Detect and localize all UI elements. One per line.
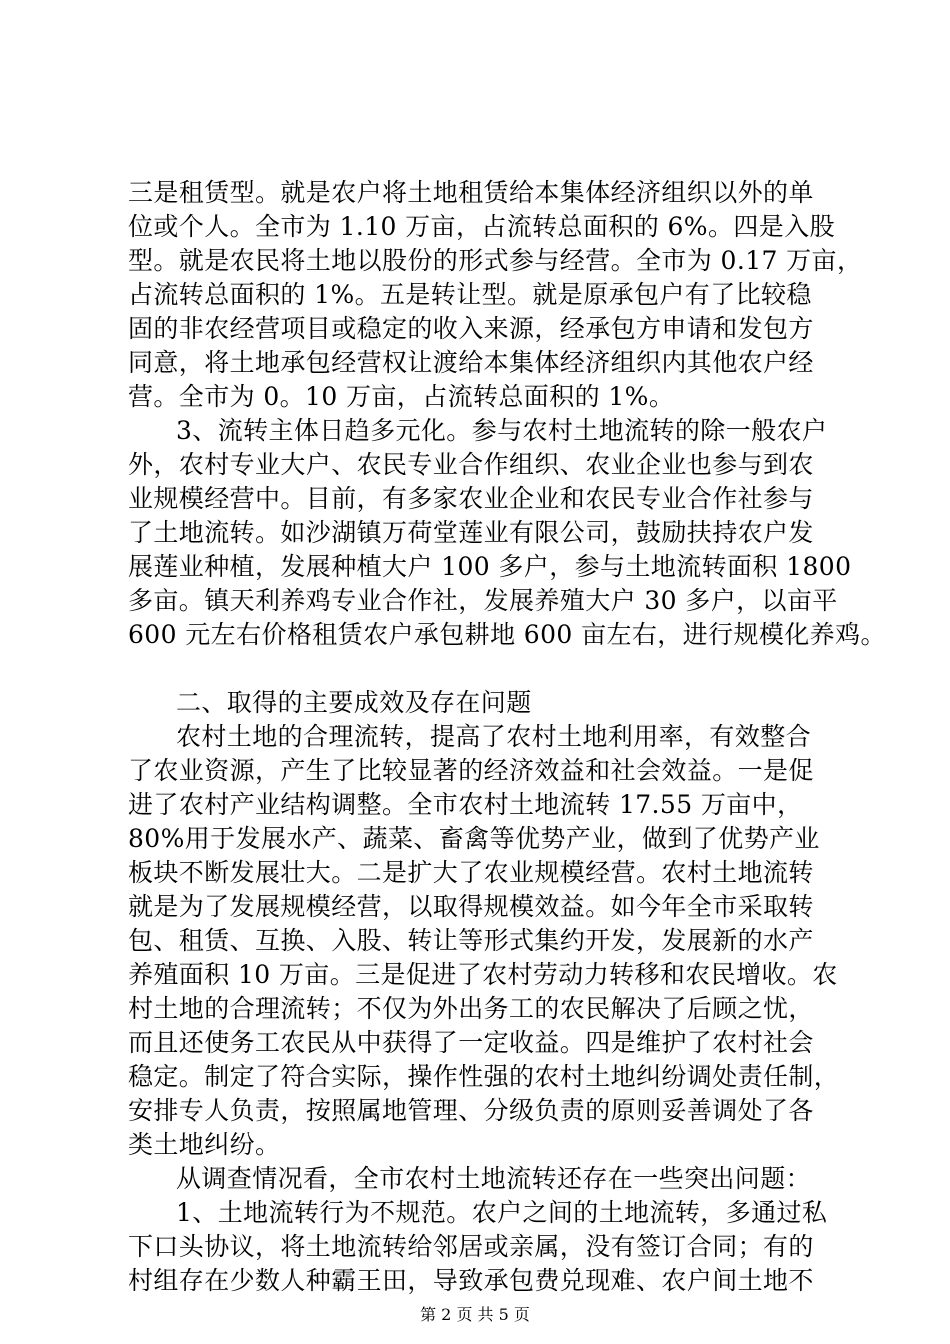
- text-line: 600 元左右价格租赁农户承包耕地 600 亩左右，进行规模化养鸡。: [128, 620, 886, 649]
- text-line: 展莲业种植，发展种植大户 100 多户，参与土地流转面积 1800: [128, 552, 852, 581]
- text-line: 多亩。镇天利养鸡专业合作社，发展养殖大户 30 多户，以亩平: [128, 586, 838, 615]
- text-line: 村土地的合理流转；不仅为外出务工的农民解决了后顾之忧，: [128, 994, 814, 1023]
- text-line: 营。全市为 0。10 万亩，占流转总面积的 1%。: [128, 382, 675, 411]
- text-line: 外，农村专业大户、农民专业合作组织、农业企业也参与到农: [128, 450, 814, 479]
- text-line: 而且还使务工农民从中获得了一定收益。四是维护了农村社会: [128, 1028, 814, 1057]
- text-line: 稳定。制定了符合实际，操作性强的农村土地纠纷调处责任制，: [128, 1062, 840, 1091]
- text-line: 固的非农经营项目或稳定的收入来源，经承包方申请和发包方: [128, 314, 814, 343]
- text-line: 类土地纠纷。: [128, 1130, 281, 1159]
- text-line: 农村土地的合理流转，提高了农村土地利用率，有效整合: [176, 722, 812, 751]
- text-line: 安排专人负责，按照属地管理、分级负责的原则妥善调处了各: [128, 1096, 814, 1125]
- text-line: 3、流转主体日趋多元化。参与农村土地流转的除一般农户: [176, 416, 828, 445]
- text-line: 业规模经营中。目前，有多家农业企业和农民专业合作社参与: [128, 484, 814, 513]
- text-line: 养殖面积 10 万亩。三是促进了农村劳动力转移和农民增收。农: [128, 960, 838, 989]
- text-line: 位或个人。全市为 1.10 万亩，占流转总面积的 6%。四是入股: [128, 212, 835, 241]
- text-line: 三是租赁型。就是农户将土地租赁给本集体经济组织以外的单: [128, 178, 814, 207]
- text-line: 同意，将土地承包经营权让渡给本集体经济组织内其他农户经: [128, 348, 814, 377]
- text-line: 下口头协议，将土地流转给邻居或亲属，没有签订合同；有的: [128, 1232, 814, 1261]
- text-line: 就是为了发展规模经营，以取得规模效益。如今年全市采取转: [128, 892, 814, 921]
- text-line: 从调查情况看，全市农村土地流转还存在一些突出问题：: [176, 1164, 812, 1193]
- text-line: 板块不断发展壮大。二是扩大了农业规模经营。农村土地流转: [128, 858, 814, 887]
- text-line: 型。就是农民将土地以股份的形式参与经营。全市为 0.17 万亩，: [128, 246, 863, 275]
- text-line: 了土地流转。如沙湖镇万荷堂莲业有限公司，鼓励扶持农户发: [128, 518, 814, 547]
- text-line: 80%用于发展水产、蔬菜、畜禽等优势产业，做到了优势产业: [128, 824, 820, 853]
- text-line: 进了农村产业结构调整。全市农村土地流转 17.55 万亩中，: [128, 790, 803, 819]
- text-line: 包、租赁、互换、入股、转让等形式集约开发，发展新的水产: [128, 926, 814, 955]
- text-line: 1、土地流转行为不规范。农户之间的土地流转，多通过私: [176, 1198, 828, 1227]
- page-number-footer: 第 2 页 共 5 页: [420, 1305, 530, 1324]
- text-line: 村组存在少数人种霸王田，导致承包费兑现难、农户间土地不: [128, 1266, 814, 1295]
- text-line: 了农业资源，产生了比较显著的经济效益和社会效益。一是促: [128, 756, 814, 785]
- section-heading: 二、取得的主要成效及存在问题: [176, 688, 532, 717]
- text-line: 占流转总面积的 1%。五是转让型。就是原承包户有了比较稳: [128, 280, 812, 309]
